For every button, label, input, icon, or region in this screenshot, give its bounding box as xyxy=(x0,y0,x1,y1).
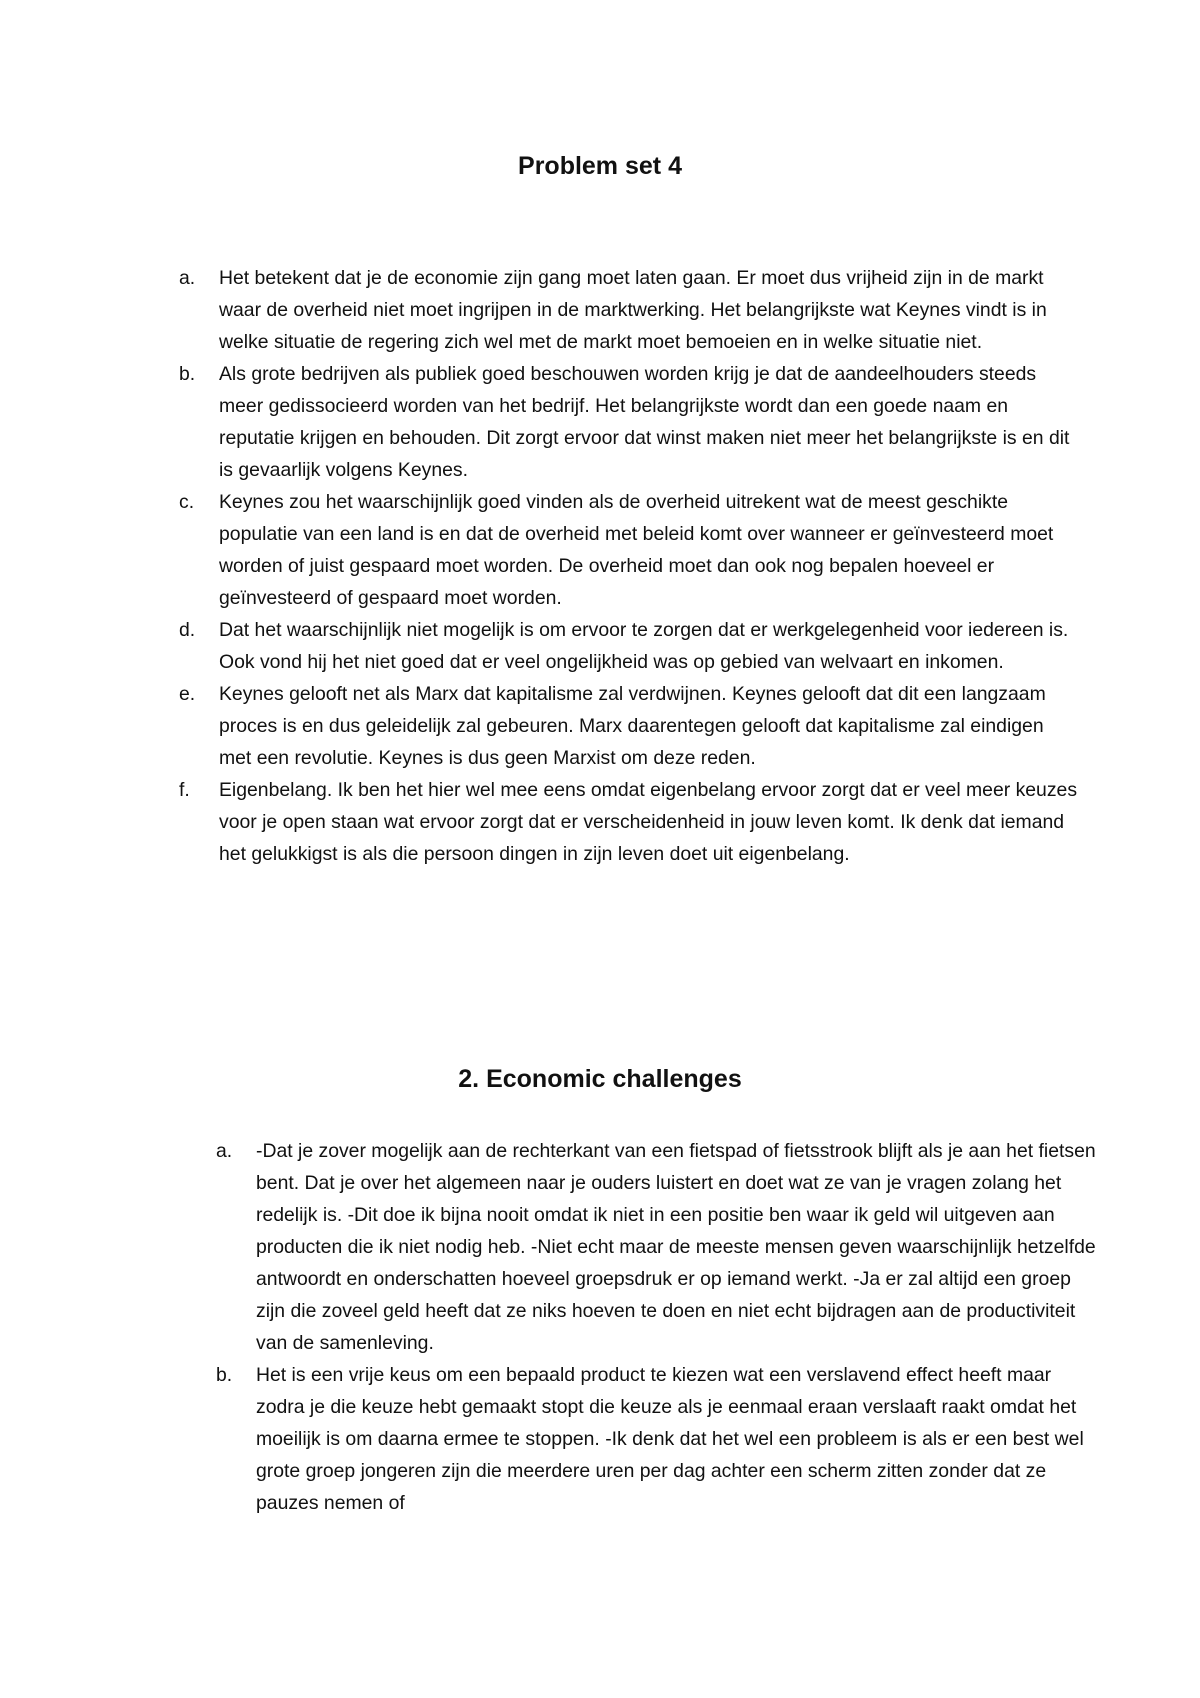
list-marker: b. xyxy=(216,1364,233,1386)
list-item xyxy=(216,1359,1096,1519)
answer-list-problem-set xyxy=(179,262,1079,870)
list-item-text: Keynes gelooft net als Marx dat kapitalisme zal verdwijnen. Keynes gelooft dat dit een langzaam proces is en dus geleidelijk zal gebeuren. Marx daarentegen gelooft dat kapitalisme zal eindigen met een revolutie. Keynes is dus geen Marxist om deze reden. xyxy=(219,683,1046,769)
list-item-text: Als grote bedrijven als publiek goed beschouwen worden krijg je dat de aandeelhouders steeds meer gedissocieerd worden van het bedrijf. Het belangrijkste wordt dan een goede naam en reputatie krijgen en behouden. Dit zorgt ervoor dat winst maken niet meer het belangrijkste is en dit is gevaarlijk volgens Keynes. xyxy=(219,363,1070,481)
list-item-text: Eigenbelang. Ik ben het hier wel mee eens omdat eigenbelang ervoor zorgt dat er veel meer keuzes voor je open staan wat ervoor zorgt dat er verscheidenheid in jouw leven komt. Ik denk dat iemand het gelukkigst is als die persoon dingen in zijn leven doet uit eigenbelang. xyxy=(219,779,1078,865)
list-marker: d. xyxy=(179,619,196,641)
list-item xyxy=(179,486,1079,614)
list-item xyxy=(216,1135,1096,1359)
list-marker: b. xyxy=(179,363,196,385)
list-item-text: Dat het waarschijnlijk niet mogelijk is om ervoor te zorgen dat er werkgelegenheid voor iedereen is. Ook vond hij het niet goed dat er veel ongelijkheid was op gebied van welvaart en inkomen. xyxy=(219,619,1069,673)
list-item xyxy=(179,262,1079,358)
list-item xyxy=(179,678,1079,774)
list-marker: c. xyxy=(179,491,195,513)
list-marker: f. xyxy=(179,779,190,801)
list-item xyxy=(179,358,1079,486)
page-title: Problem set 4 xyxy=(518,152,682,180)
answer-list-economic-challenges xyxy=(216,1135,1096,1519)
list-marker: a. xyxy=(216,1140,233,1162)
list-item xyxy=(179,774,1079,870)
list-item-text: Keynes zou het waarschijnlijk goed vinden als de overheid uitrekent wat de meest geschikte populatie van een land is en dat de overheid met beleid komt over wanneer er geïnvesteerd moet worden of juist gespaard moet worden. De overheid moet dan ook nog bepalen hoeveel er geïnvesteerd of gespaard moet worden. xyxy=(219,491,1054,609)
list-marker: e. xyxy=(179,683,196,705)
list-item xyxy=(179,614,1079,678)
list-item-text: -Dat je zover mogelijk aan de rechterkant van een fietspad of fietsstrook blijft als je aan het fietsen bent. Dat je over het algemeen naar je ouders luistert en doet wat ze van je vragen zolang het redelijk is. -Dit doe ik bijna nooit omdat ik niet in een positie ben waar ik geld wil uitgeven aan producten die ik niet nodig heb. -Niet echt maar de meeste mensen geven waarschijnlijk hetzelfde antwoordt en onderschatten hoeveel groepsdruk er op iemand werkt. -Ja er zal altijd een groep zijn die zoveel geld heeft dat ze niks hoeven te doen en niet echt bijdragen aan de productiviteit van de samenleving. xyxy=(256,1140,1096,1354)
list-item-text: Het is een vrije keus om een bepaald product te kiezen wat een verslavend effect heeft maar zodra je die keuze hebt gemaakt stopt die keuze als je eenmaal eraan verslaaft raakt omdat het moeilijk is om daarna ermee te stoppen. -Ik denk dat het wel een probleem is als er een best wel grote groep jongeren zijn die meerdere uren per dag achter een scherm zitten zonder dat ze pauzes nemen of xyxy=(256,1364,1084,1514)
list-item-text: Het betekent dat je de economie zijn gang moet laten gaan. Er moet dus vrijheid zijn in de markt waar de overheid niet moet ingrijpen in de marktwerking. Het belangrijkste wat Keynes vindt is in welke situatie de regering zich wel met de markt moet bemoeien en in welke situatie niet. xyxy=(219,267,1047,353)
list-marker: a. xyxy=(179,267,196,289)
section-heading: 2. Economic challenges xyxy=(458,1065,742,1093)
